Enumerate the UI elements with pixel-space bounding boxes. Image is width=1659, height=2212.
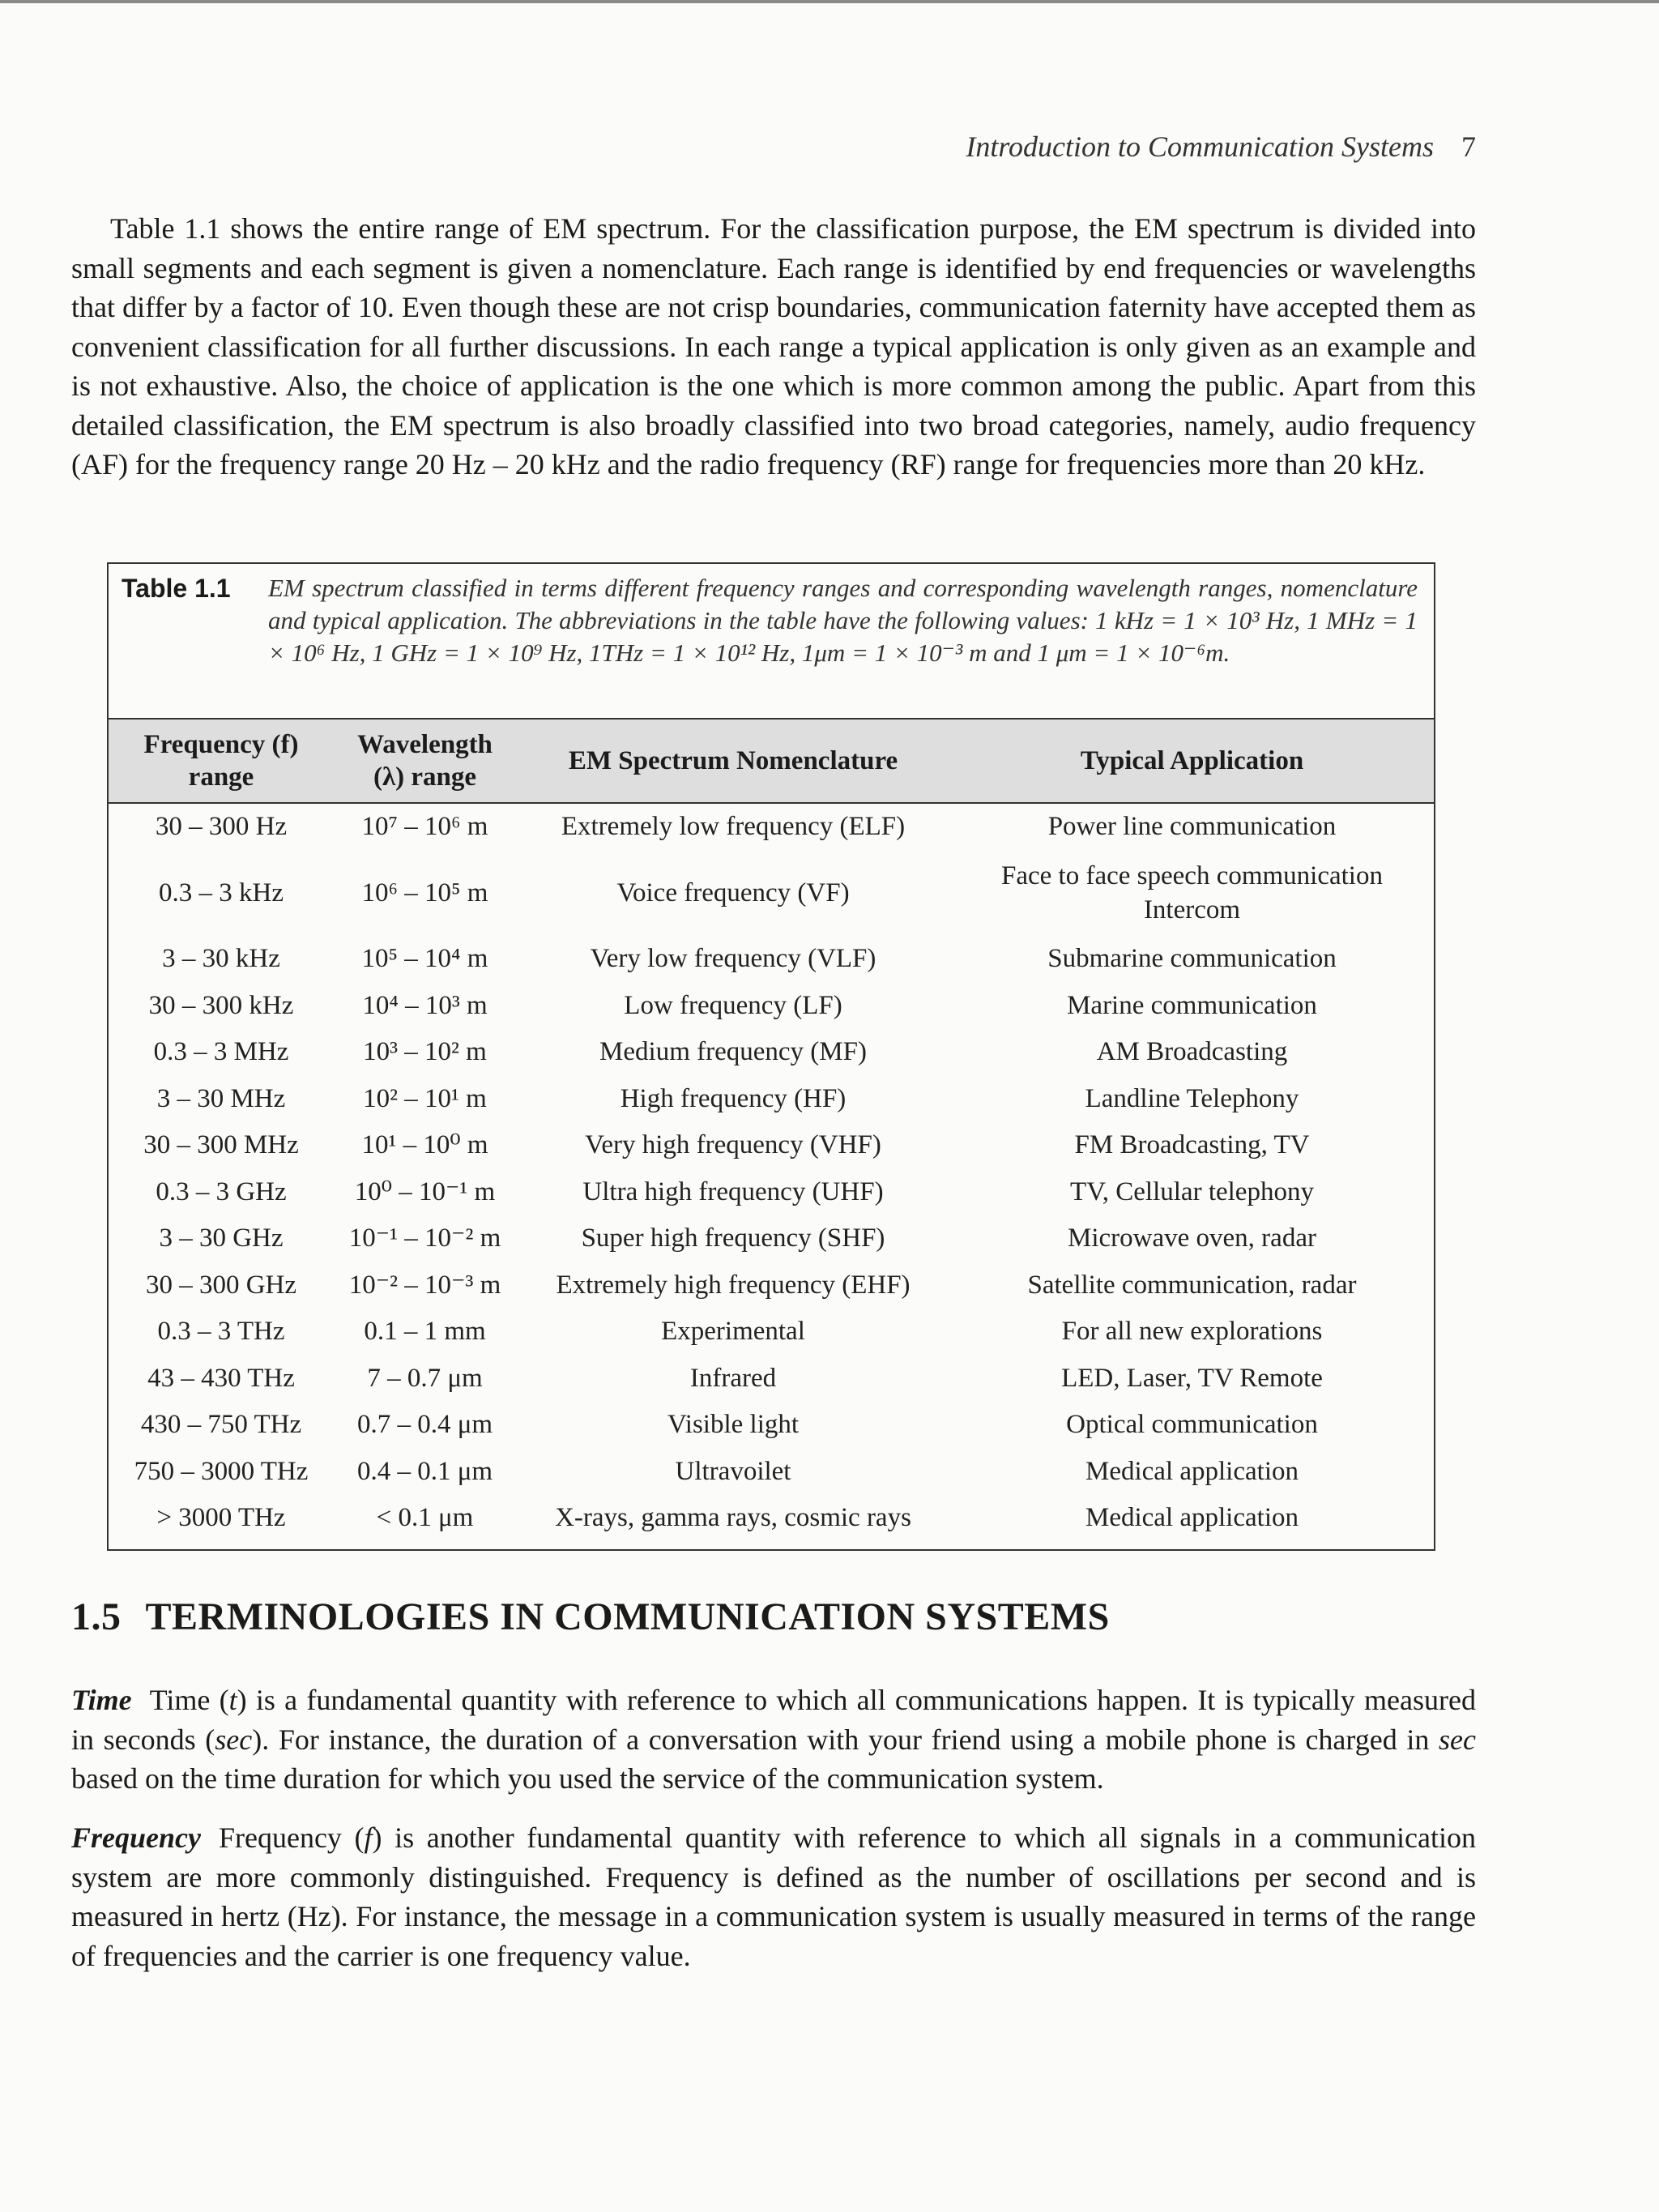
frequency-paragraph [71, 1818, 1476, 1975]
cell-nomenclature [516, 1309, 950, 1356]
table-row [109, 1075, 1434, 1122]
cell-nomenclature [516, 1262, 950, 1309]
cell-frequency [109, 1168, 334, 1215]
cell-wavelength-text: 0.4 – 0.1 μm [356, 1456, 493, 1486]
table-caption [122, 572, 1418, 669]
cell-application-text: Marine communication [1067, 990, 1317, 1020]
cell-nomenclature-text: Ultra high frequency (UHF) [582, 1176, 884, 1206]
cell-frequency [109, 1355, 334, 1402]
cell-nomenclature-text: Extremely high frequency (EHF) [556, 1270, 911, 1300]
table-row [109, 1029, 1434, 1076]
cell-wavelength [334, 1402, 516, 1449]
cell-wavelength [334, 1495, 516, 1542]
time-text-2: ) is a fundamental quantity with reference to which all communications happen. It is typically measured in seconds ( [71, 1684, 1476, 1756]
cell-nomenclature-text: Low frequency (LF) [624, 990, 842, 1020]
cell-application [950, 1215, 1434, 1262]
cell-nomenclature-text: Medium frequency (MF) [599, 1037, 867, 1067]
cell-nomenclature-text: Visible light [667, 1410, 800, 1440]
table-row [109, 1215, 1434, 1262]
table-row [109, 1168, 1434, 1215]
cell-wavelength-text: 0.1 – 1 mm [364, 1317, 486, 1347]
cell-nomenclature [516, 1215, 950, 1262]
time-unit-sec-2: sec [1439, 1723, 1476, 1756]
cell-application [950, 1029, 1434, 1076]
page-number: 7 [1461, 130, 1476, 163]
cell-frequency-text: 0.3 – 3 kHz [159, 878, 284, 907]
table-row [109, 1262, 1434, 1309]
header-frequency [109, 719, 334, 803]
cell-nomenclature-text: Experimental [661, 1317, 805, 1347]
cell-frequency-text: 30 – 300 Hz [155, 812, 288, 842]
cell-frequency [109, 1075, 334, 1122]
cell-frequency-text: 30 – 300 GHz [145, 1270, 297, 1300]
cell-nomenclature-text: Extremely low frequency (ELF) [561, 812, 906, 842]
cell-wavelength-text: 10⁵ – 10⁴ m [361, 944, 488, 974]
intro-paragraph: Table 1.1 shows the entire range of EM spectrum. For the classification purpose, the EM spectrum is divided into small segments and each segment is given a nomenclature. Each range is identified by end frequencies or wavelengths that differ by a factor of 10. Even though these are not crisp boundaries, communication faternity have accepted them as convenient classification for all further discussions. In each range a typical application is only given as an example and is not exhaustive. Also, the choice of application is the one which is more common among the public. Apart from this detailed classification, the EM spectrum is also broadly classified into two broad categories, namely, audio frequency (AF) for the frequency range 20 Hz – 20 kHz and the radio frequency (RF) range for frequencies more than 20 kHz. [71, 212, 1476, 480]
cell-nomenclature [516, 936, 950, 983]
cell-wavelength [334, 982, 516, 1029]
cell-application-text: Power line communication [1047, 812, 1337, 842]
cell-application-text: Face to face speech communication [1001, 860, 1383, 890]
section-number: 1.5 [71, 1595, 122, 1638]
cell-application [950, 982, 1434, 1029]
cell-application-text: AM Broadcasting [1096, 1037, 1288, 1067]
cell-wavelength-text: 10⁶ – 10⁵ m [361, 878, 488, 907]
cell-wavelength-text: 10⁴ – 10³ m [362, 990, 488, 1020]
top-page-rule [0, 0, 1659, 3]
cell-wavelength [334, 850, 516, 936]
cell-nomenclature-text: High frequency (HF) [620, 1083, 847, 1113]
freq-text-2: ) is another fundamental quantity with reference to which all signals in a communication system are more commonly distinguished. Frequency is defined as the number of oscillations per second and is measured in hertz (Hz). For instance, the message in a communication system is usually measured in terms of the range of frequencies and the carrier is one frequency value. [71, 1821, 1476, 1972]
cell-nomenclature-text: X-rays, gamma rays, cosmic rays [555, 1503, 911, 1533]
cell-nomenclature [516, 1122, 950, 1169]
cell-frequency [109, 1448, 334, 1495]
cell-wavelength-text: 10³ – 10² m [363, 1037, 487, 1067]
table-1-1 [107, 562, 1435, 1551]
cell-application-text: LED, Laser, TV Remote [1061, 1363, 1323, 1393]
header-wavelength [334, 719, 516, 803]
cell-frequency [109, 936, 334, 983]
cell-wavelength-text: < 0.1 μm [376, 1503, 474, 1533]
table-row [109, 982, 1434, 1029]
table-row [109, 1309, 1434, 1356]
cell-wavelength [334, 936, 516, 983]
cell-application [950, 1355, 1434, 1402]
term-time: Time [71, 1684, 132, 1716]
cell-wavelength [334, 1309, 516, 1356]
header-wavelength-line1: Wavelength [357, 730, 493, 759]
cell-application [950, 1168, 1434, 1215]
cell-wavelength-text: 7 – 0.7 μm [367, 1363, 483, 1393]
table-row [109, 850, 1434, 936]
cell-nomenclature [516, 1448, 950, 1495]
cell-wavelength-text: 10¹ – 10⁰ m [361, 1130, 488, 1160]
freq-text-1: Frequency ( [218, 1821, 365, 1854]
time-text-3: ). For instance, the duration of a conversation with your friend using a mobile phone is charged in [252, 1723, 1439, 1756]
table-row [109, 1122, 1434, 1169]
cell-frequency [109, 1215, 334, 1262]
cell-nomenclature-text: Very high frequency (VHF) [585, 1130, 881, 1160]
cell-application [950, 850, 1434, 936]
running-head [966, 130, 1476, 164]
cell-frequency [109, 803, 334, 850]
cell-nomenclature [516, 803, 950, 850]
cell-application-text: Optical communication [1066, 1410, 1318, 1440]
cell-frequency-text: 0.3 – 3 GHz [156, 1176, 287, 1206]
cell-application-text: For all new explorations [1061, 1317, 1323, 1347]
cell-wavelength-text: 10⁻¹ – 10⁻² m [348, 1223, 501, 1253]
time-paragraph [71, 1680, 1476, 1799]
cell-nomenclature-text: Infrared [689, 1363, 777, 1393]
section-title: TERMINOLOGIES IN COMMUNICATION SYSTEMS [145, 1595, 1110, 1638]
em-spectrum-table [109, 718, 1434, 1541]
cell-wavelength [334, 1355, 516, 1402]
freq-var-f: f [364, 1821, 373, 1854]
header-wavelength-line2: (λ) range [373, 762, 477, 792]
table-row [109, 1448, 1434, 1495]
cell-wavelength-text: 10² – 10¹ m [363, 1083, 487, 1113]
cell-nomenclature [516, 1495, 950, 1542]
cell-nomenclature-text: Ultravoilet [675, 1456, 791, 1486]
cell-frequency-text: 0.3 – 3 THz [157, 1317, 285, 1347]
cell-nomenclature [516, 1029, 950, 1076]
header-frequency-line1: Frequency (f) [143, 730, 299, 759]
cell-application [950, 803, 1434, 850]
cell-wavelength [334, 803, 516, 850]
cell-frequency-text: 30 – 300 kHz [148, 990, 294, 1020]
cell-application [950, 1495, 1434, 1542]
cell-application [950, 1309, 1434, 1356]
table-row [109, 803, 1434, 850]
cell-application-text: FM Broadcasting, TV [1074, 1130, 1310, 1160]
cell-wavelength [334, 1168, 516, 1215]
cell-frequency-text: 43 – 430 THz [147, 1363, 295, 1393]
cell-nomenclature [516, 850, 950, 936]
table-body [109, 803, 1434, 1541]
table-row [109, 1495, 1434, 1542]
table-label: Table 1.1 [122, 574, 231, 603]
cell-wavelength-text: 0.7 – 0.4 μm [356, 1410, 493, 1440]
cell-application [950, 1262, 1434, 1309]
cell-wavelength [334, 1262, 516, 1309]
cell-nomenclature-text: Super high frequency (SHF) [581, 1223, 885, 1253]
cell-frequency-text: 3 – 30 kHz [162, 944, 280, 974]
cell-application-text: TV, Cellular telephony [1070, 1176, 1314, 1206]
cell-frequency-text: 430 – 750 THz [140, 1410, 302, 1440]
cell-frequency-text: 30 – 300 MHz [143, 1130, 299, 1160]
cell-application-text: Satellite communication, radar [1027, 1270, 1357, 1300]
section-heading [71, 1595, 1110, 1639]
cell-frequency [109, 1402, 334, 1449]
table-row [109, 936, 1434, 983]
cell-application-text: Submarine communication [1047, 944, 1337, 974]
cell-nomenclature [516, 1402, 950, 1449]
header-application: Typical Application [950, 719, 1434, 803]
table-header-row [109, 719, 1434, 803]
cell-wavelength [334, 1448, 516, 1495]
cell-nomenclature [516, 1355, 950, 1402]
cell-frequency [109, 1122, 334, 1169]
cell-nomenclature [516, 1075, 950, 1122]
header-frequency-line2: range [188, 762, 254, 792]
cell-frequency [109, 1309, 334, 1356]
time-var-t: t [228, 1684, 237, 1716]
cell-wavelength [334, 1215, 516, 1262]
table-row [109, 1402, 1434, 1449]
cell-wavelength-text: 10⁰ – 10⁻¹ m [354, 1176, 496, 1206]
cell-nomenclature-text: Very low frequency (VLF) [590, 944, 876, 974]
cell-frequency [109, 850, 334, 936]
time-unit-sec: sec [215, 1723, 253, 1756]
table-row [109, 1355, 1434, 1402]
cell-application [950, 1448, 1434, 1495]
cell-frequency-text: > 3000 THz [156, 1503, 286, 1533]
time-text-1: Time ( [149, 1684, 229, 1716]
cell-wavelength [334, 1029, 516, 1076]
cell-frequency-text: 3 – 30 MHz [156, 1083, 286, 1113]
cell-application [950, 1122, 1434, 1169]
cell-application-text: Landline Telephony [1085, 1083, 1299, 1113]
cell-application [950, 936, 1434, 983]
cell-application-text-line2: Intercom [1143, 895, 1241, 925]
cell-application-text: Microwave oven, radar [1068, 1223, 1316, 1253]
cell-frequency [109, 1262, 334, 1309]
cell-wavelength-text: 10⁷ – 10⁶ m [361, 812, 488, 842]
cell-frequency [109, 1029, 334, 1076]
cell-application-text: Medical application [1085, 1456, 1299, 1486]
cell-nomenclature [516, 1168, 950, 1215]
cell-application-text: Medical application [1085, 1503, 1299, 1533]
cell-frequency-text: 0.3 – 3 MHz [153, 1037, 289, 1067]
cell-application [950, 1402, 1434, 1449]
cell-frequency [109, 1495, 334, 1542]
term-frequency: Frequency [71, 1821, 201, 1854]
cell-wavelength [334, 1122, 516, 1169]
cell-frequency [109, 982, 334, 1029]
running-head-title: Introduction to Communication Systems [966, 130, 1434, 163]
cell-frequency-text: 750 – 3000 THz [134, 1456, 309, 1486]
cell-nomenclature-text: Voice frequency (VF) [616, 878, 850, 907]
cell-wavelength-text: 10⁻² – 10⁻³ m [348, 1270, 501, 1300]
time-text-4: based on the time duration for which you used the service of the communication system. [71, 1762, 1104, 1795]
table-caption-text: EM spectrum classified in terms different frequency ranges and corresponding wavelength ranges, nomenclature and typical application. The abbreviations in the table have the following values: 1 kHz = 1 × 10³ Hz, 1 MHz = 1 × 10⁶ Hz, 1 GHz = 1 × 10⁹ Hz, 1THz = 1 × 10¹² Hz, 1μm = 1 × 10⁻³ m and 1 μm = 1 × 10⁻⁶m. [268, 574, 1418, 667]
cell-wavelength [334, 1075, 516, 1122]
cell-nomenclature [516, 982, 950, 1029]
cell-frequency-text: 3 – 30 GHz [159, 1223, 284, 1253]
cell-application [950, 1075, 1434, 1122]
header-nomenclature: EM Spectrum Nomenclature [516, 719, 950, 803]
